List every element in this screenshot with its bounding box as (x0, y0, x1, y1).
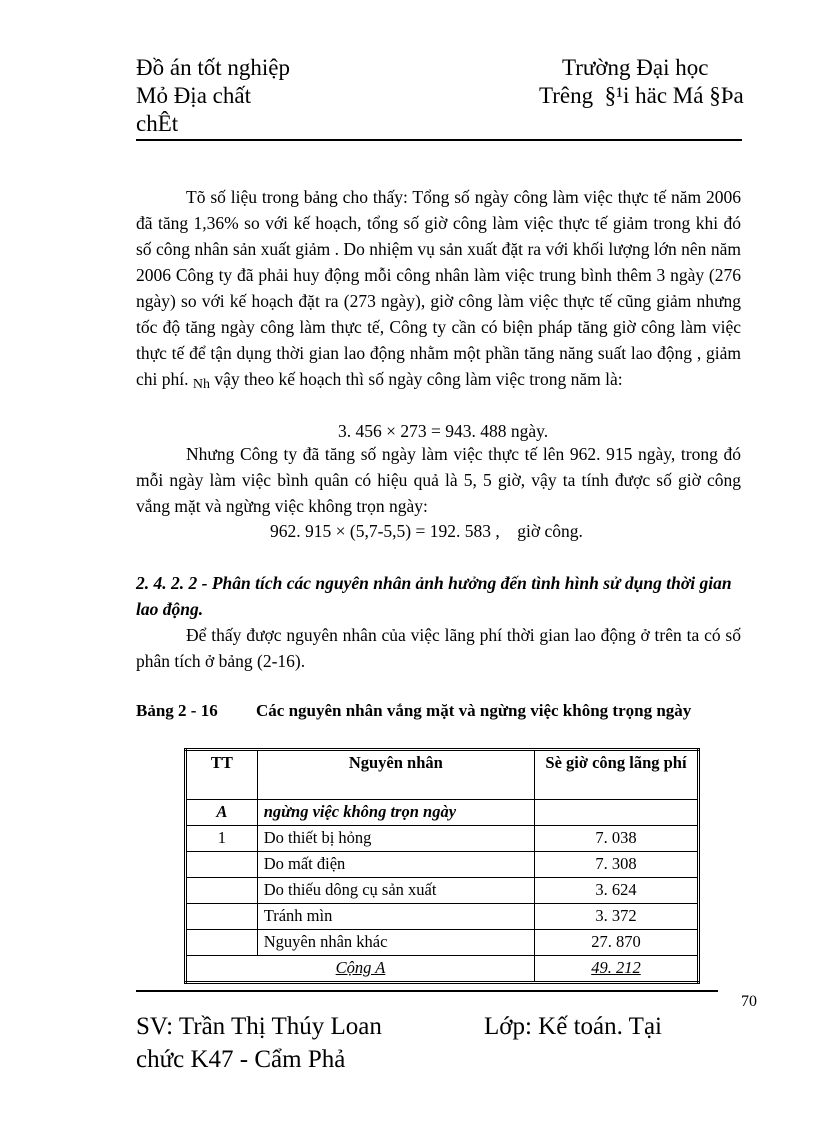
header-rule (136, 139, 742, 141)
row-hours: 7. 038 (534, 826, 698, 852)
header-left-line1: Đồ án tốt nghiệp (136, 55, 290, 80)
page-number: 70 (741, 993, 757, 1010)
row-cause: Do thiếu dông cụ sản xuất (257, 878, 534, 904)
footer-student: SV: Trần Thị Thúy Loan (136, 1013, 382, 1040)
header-tt: TT (186, 750, 258, 800)
total-label: Cộng A (186, 956, 535, 983)
section-tt: A (186, 800, 258, 826)
row-hours: 3. 624 (534, 878, 698, 904)
paragraph-2: Nhưng Công ty đã tăng số ngày làm việc thực tế lên 962. 915 ngày, trong đó mỗi ngày làm việc bình quân có hiệu quả là 5, 5 giờ, vậy ta tính được số giờ công vắng mặt và ngừng việc không trọn ngày: (136, 444, 741, 516)
footer-class: Lớp: Kế toán. Tại (484, 1013, 662, 1040)
paragraph-1-nh: Nh (192, 377, 210, 392)
table-row (186, 826, 699, 852)
paragraph-1-end: vậy theo kế hoạch thì số ngày công làm việc trong năm là: (214, 369, 623, 389)
header-right-line2: Trêng §¹i häc Má §Þa (539, 83, 744, 108)
paragraph-1 (136, 184, 741, 398)
table-total-row (186, 956, 699, 983)
row-hours: 7. 308 (534, 852, 698, 878)
table-row (186, 852, 699, 878)
paragraph-1-text: Tõ số liệu trong bảng cho thấy: Tổng số ngày công làm việc thực tế năm 2006 đã tăng 1,36% so với kế hoạch, tổng số giờ công làm việc thực tế giảm trong khi đó số công nhân sản xuất giảm . Do nhiệm vụ sản xuất đặt ra với khối lượng lớn nên năm 2006 Công ty đã phải huy động mỗi công nhân làm việc trung bình thêm 3 ngày (276 ngày) so với kế hoạch đặt ra (273 ngày), giờ công làm việc thực tế cũng giảm nhưng tốc độ tăng ngày công làm thực tế, Công ty cần có biện pháp tăng giờ công làm việc thực tế để tận dụng thời gian lao động nhằm một phần tăng năng suất lao động , giảm chi phí. (136, 187, 741, 389)
header-left-line3: chÊt (136, 111, 179, 136)
row-cause: Do mất điện (257, 852, 534, 878)
row-tt (186, 852, 258, 878)
equation-2: 962. 915 × (5,7-5,5) = 192. 583 , giờ công. (270, 521, 583, 541)
table-row (186, 878, 699, 904)
section-empty (534, 800, 698, 826)
footer-rule (136, 990, 718, 992)
table-row (186, 904, 699, 930)
table-section-row (186, 800, 699, 826)
header-hours: Sè giờ công lãng phí (534, 750, 698, 800)
table-row (186, 930, 699, 956)
table-header-row (186, 750, 699, 800)
row-tt (186, 878, 258, 904)
section-title: ngừng việc không trọn ngày (257, 800, 534, 826)
table-caption-label: Bảng 2 - 16 (136, 701, 218, 720)
section-heading: 2. 4. 2. 2 - Phân tích các nguyên nhân ảnh hưởng đến tình hình sử dụng thời gian lao động. (136, 573, 732, 619)
row-tt: 1 (186, 826, 258, 852)
equation-1: 3. 456 × 273 = 943. 488 ngày. (338, 421, 549, 441)
header-left-line2: Mỏ Địa chất (136, 83, 251, 108)
header-right-line1: Trường Đại học (562, 55, 709, 80)
table-caption-title: Các nguyên nhân vắng mặt và ngừng việc không trọng ngày (256, 701, 692, 720)
row-tt (186, 904, 258, 930)
header-cause: Nguyên nhân (257, 750, 534, 800)
paragraph-3: Để thấy được nguyên nhân của việc lãng phí thời gian lao động ở trên ta có số phân tích ở bảng (2-16). (136, 625, 741, 671)
cause-table (184, 748, 700, 984)
row-cause: Nguyên nhân khác (257, 930, 534, 956)
row-hours: 3. 372 (534, 904, 698, 930)
row-tt (186, 930, 258, 956)
row-cause: Tránh mìn (257, 904, 534, 930)
row-cause: Do thiết bị hỏng (257, 826, 534, 852)
footer-class-line2: chức K47 - Cẩm Phả (136, 1046, 346, 1073)
total-value: 49. 212 (534, 956, 698, 983)
row-hours: 27. 870 (534, 930, 698, 956)
